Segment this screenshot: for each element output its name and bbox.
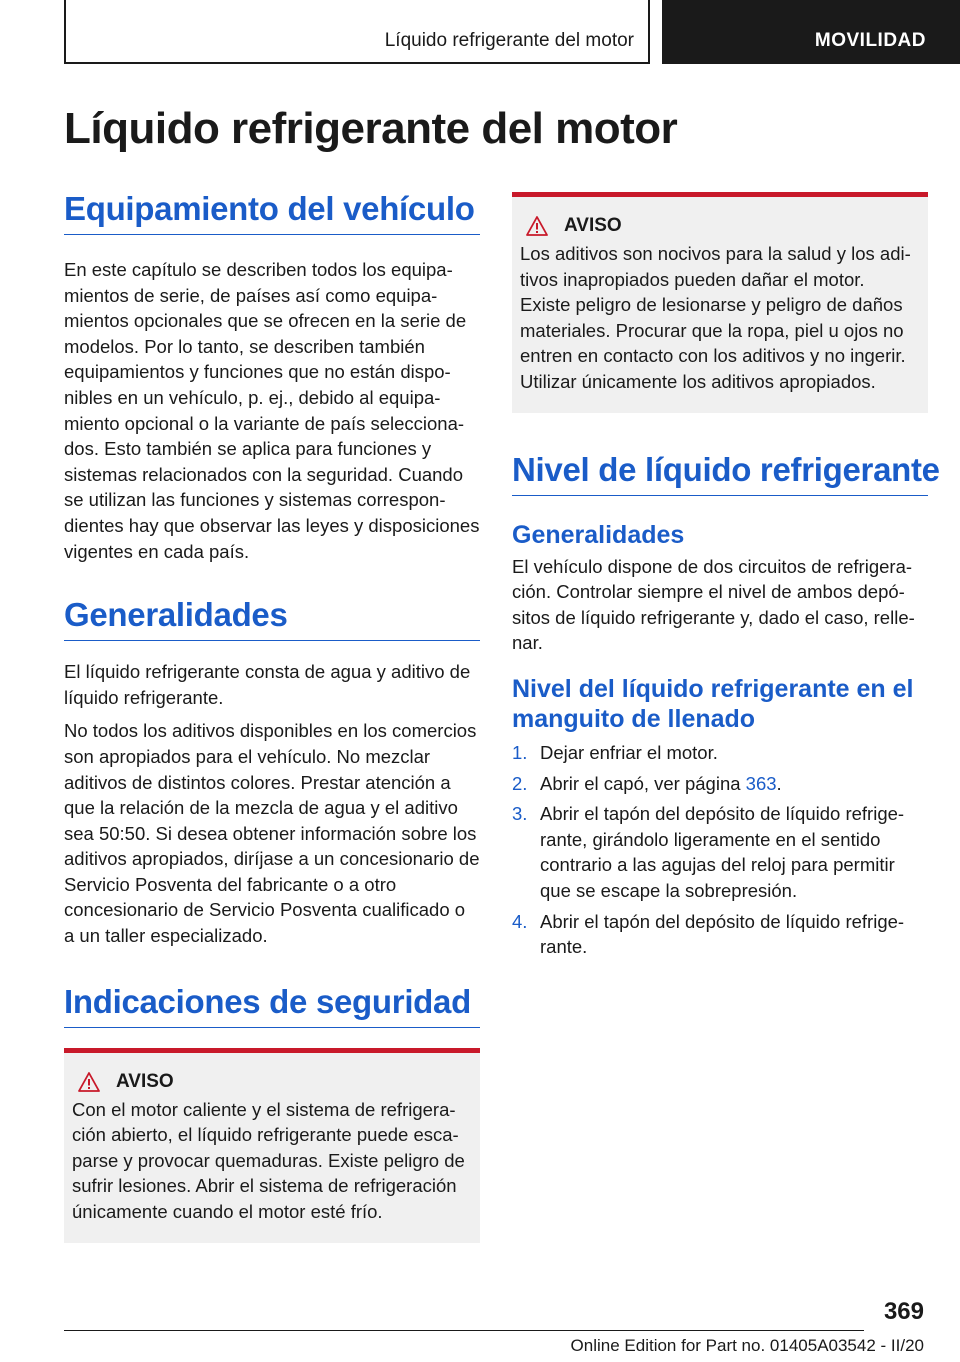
warning-box-additives xyxy=(512,192,928,413)
warning-label: AVISO xyxy=(564,215,622,236)
step-text: Abrir el tapón del depósito de líquido refrigerante, girándolo ligeramente en el sentido contrario a las agujas del reloj para permitir que se escape la sobrepresión. xyxy=(540,803,905,901)
header-chapter-box xyxy=(64,0,650,64)
warning-triangle-icon xyxy=(526,216,548,236)
steps-list xyxy=(512,740,928,960)
step-text: Dejar enfriar el motor. xyxy=(540,741,718,763)
step-item xyxy=(512,801,928,903)
step-text-before: Abrir el capó, ver página xyxy=(540,772,746,794)
footer-edition: Online Edition for Part no. 01405A03542 - II/20 xyxy=(570,1336,924,1355)
step-item xyxy=(512,740,928,766)
page-link-363[interactable]: 363 xyxy=(745,772,777,794)
left-column xyxy=(64,190,480,1243)
step-item xyxy=(512,909,928,960)
step-text: Abrir el tapón del depósito de líquido refrigerante. xyxy=(540,910,905,958)
generalidades-p2: No todos los aditivos disponibles en los comercios son apropiados para el vehículo. No mezclar aditivos de distintos colores. Prestar atención a que la relación de la mezcla de agua y el aditivo sea 50:50. Si desea obtener información sobre los aditivos apropiados, diríjase a un concesionario de Servicio Posventa del fabricante o a otro concesionario de Servicio Posventa cualificado o a un taller especializado. xyxy=(64,720,480,947)
footer-divider xyxy=(64,1330,864,1331)
heading-seguridad: Indicaciones de seguridad xyxy=(64,983,480,1028)
step-number: 3. xyxy=(512,803,528,825)
page-number: 369 xyxy=(883,1298,924,1325)
warning-header xyxy=(72,1071,472,1093)
header-section-label: MOVILIDAD xyxy=(814,30,926,51)
warning-header xyxy=(520,215,920,237)
heading-generalidades: Generalidades xyxy=(64,596,480,641)
right-column xyxy=(512,192,940,965)
step-item xyxy=(512,771,928,797)
warning-triangle-icon xyxy=(78,1072,100,1092)
warning-text: Con el motor caliente y el sistema de refrigeración abierto, el líquido refrigerante puede escaparse y provocar quemaduras. Existe peligro de sufrir lesiones. Abrir el sistema de refrigeración únicamente cuando el motor esté frío. xyxy=(72,1098,465,1223)
heading-equipamiento: Equipamiento del vehículo xyxy=(64,190,480,235)
step-number: 1. xyxy=(512,741,528,763)
header-chapter-title: Líquido refrigerante del motor xyxy=(384,30,634,51)
warning-text: Los aditivos son nocivos para la salud y los aditivos inapropiados pueden dañar el motor. Existe peligro de lesionarse y peligro de daños materiales. Procurar que la ropa, piel u ojos no entren en contacto con los aditivos y no ingerir. Utilizar únicamente los aditivos apropiados. xyxy=(520,243,911,392)
equipamiento-text: En este capítulo se describen todos los equipamientos de serie, de países así como equipamientos opcionales que se ofrecen en la serie de modelos. Por lo tanto, se describen también equipamientos y funciones que no están disponibles en un vehículo, p. ej., debido al equipamiento opcional o la variante de país seleccionados. Esto también se aplica para funciones y sistemas relacionados con la seguridad. Cuando se utilizan las funciones y sistemas correspondientes hay que observar las leyes y disposiciones vigentes en cada país. xyxy=(64,259,480,562)
subheading-manguito: Nivel del líquido refrigerante en el manguito de llenado xyxy=(512,674,914,733)
header-section-tab[interactable] xyxy=(662,0,960,64)
step-number: 4. xyxy=(512,910,528,932)
generalidades-p1: El líquido refrigerante consta de agua y aditivo de líquido refrigerante. xyxy=(64,661,471,708)
step-number: 2. xyxy=(512,772,528,794)
heading-nivel-liquido: Nivel de líquido refrigerante xyxy=(512,451,928,496)
step-text xyxy=(540,771,782,797)
nivel-generalidades-text: El vehículo dispone de dos circuitos de refrigeración. Controlar siempre el nivel de ambos depósitos de líquido refrigerante y, dado el caso, rellenar. xyxy=(512,555,915,654)
page-title: Líquido refrigerante del motor xyxy=(64,104,678,153)
warning-label: AVISO xyxy=(116,1070,174,1092)
subheading-generalidades: Generalidades xyxy=(512,520,685,549)
warning-box-hot-engine xyxy=(64,1048,480,1243)
step-text-after: . xyxy=(776,772,782,794)
